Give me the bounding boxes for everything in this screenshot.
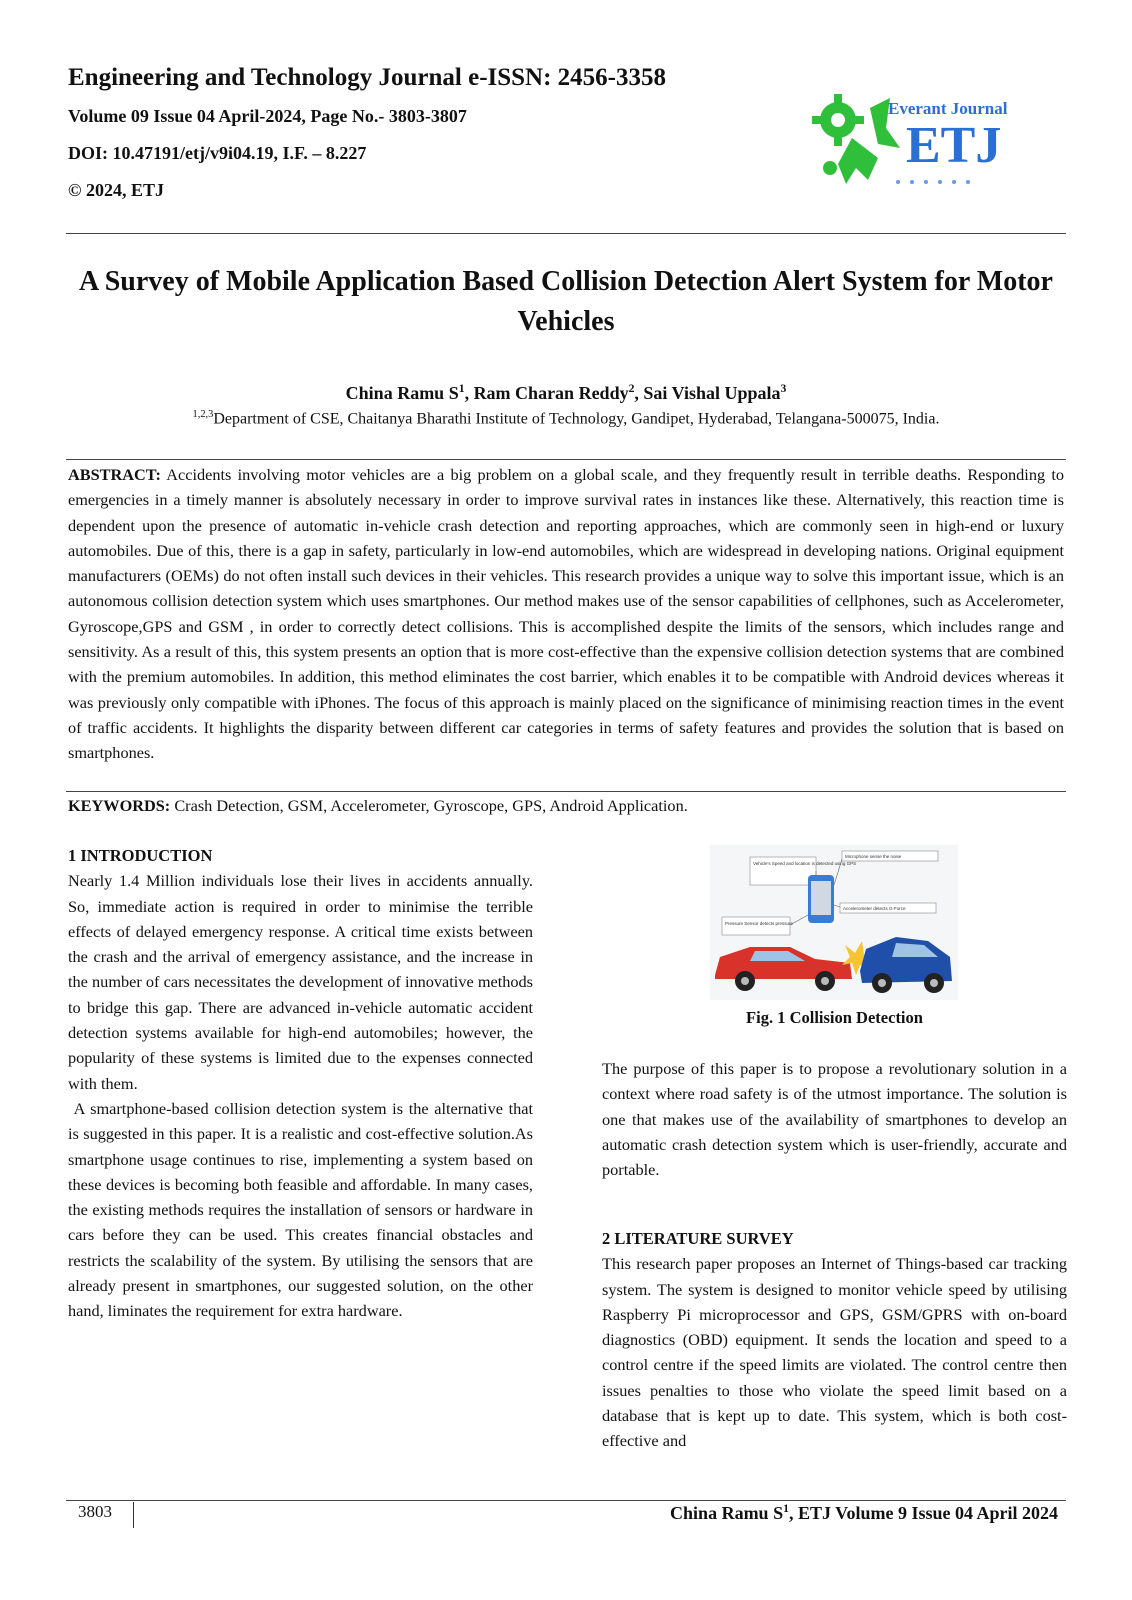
section-heading-literature: 2 LITERATURE SURVEY	[602, 1229, 794, 1248]
abstract-text: Accidents involving motor vehicles are a big problem on a global scale, and they frequently result in terrible deaths. Responding to emergencies in a timely manner is absolutely necessary in order to improve survival rates in instances like these. Alternatively, this reaction time is dependent upon the presence of automatic in-vehicle crash detection and reporting approaches, which are commonly seen in high-end or luxury automobiles. Due of this, there is a gap in safety, particularly in low-end automobiles, which are widespread in developing nations. Original equipment manufacturers (OEMs) do not often install such devices in their vehicles. This research provides a unique way to solve this important issue, which is an autonomous collision detection system which uses smartphones. Our method makes use of the sensor capabilities of cellphones, such as Accelerometer, Gyroscope,GPS and GSM , in order to correctly detect collisions. This is accomplished despite the limits of the sensors, which includes range and sensitivity. As a result of this, this system presents an option that is more cost-effective than the expensive collision detection systems that are combined with the premium automobiles. In addition, this method eliminates the cost barrier, which enables it to be compatible with Android devices whereas it was previously only compatible with iPhones. The focus of this approach is mainly placed on the significance of minimising reaction times in the event of traffic accidents. It highlights the disparity between different car categories in terms of safety features and provides the solution that is based on smartphones.	[68, 465, 1064, 763]
copyright: © 2024, ETJ	[68, 180, 164, 200]
left-column	[68, 843, 538, 1324]
abstract-label: ABSTRACT:	[68, 465, 161, 484]
logo-main-text: ETJ	[906, 117, 1002, 174]
footer-journal: , ETJ Volume 9 Issue 04 April 2024	[788, 1503, 1058, 1523]
paper-title: A Survey of Mobile Application Based Collision Detection Alert System for Motor Vehicles	[79, 266, 1053, 337]
right-column-literature	[602, 1226, 1067, 1454]
abstract	[68, 462, 1064, 766]
affiliation	[66, 409, 1066, 428]
page-number: 3803	[78, 1502, 112, 1521]
footer-separator	[133, 1502, 134, 1528]
keywords-text: Crash Detection, GSM, Accelerometer, Gyroscope, GPS, Android Application.	[174, 796, 688, 815]
journal-header	[68, 64, 768, 217]
section-heading-introduction: 1 INTRODUCTION	[68, 846, 213, 865]
logo-top-text: Everant Journal	[888, 99, 1008, 118]
author-name: Sai Vishal Uppala	[643, 383, 781, 403]
footer-author: China Ramu S	[670, 1503, 784, 1523]
header-divider	[66, 233, 1066, 234]
etj-logo	[808, 88, 1018, 198]
right-column-purpose	[602, 1056, 1067, 1182]
affiliation-text: Department of CSE, Chaitanya Bharathi Institute of Technology, Gandipet, Hyderabad, Telangana-500075, India.	[213, 410, 940, 428]
smartphone-icon	[808, 875, 834, 923]
intro-paragraph-1: Nearly 1.4 Million individuals lose their lives in accidents annually. So, immediate action is required in order to minimise the terrible effects of delayed emergency response. A critical time exists between the crash and the arrival of emergency assistance, and the increase in the number of cars necessitates the development of innovative methods to bridge this gap. There are advanced in-vehicle automatic accident detection systems available for high-end automobiles; however, the popularity of these systems is limited due to the expenses connected with them.	[68, 871, 533, 1093]
purpose-paragraph: The purpose of this paper is to propose a revolutionary solution in a context where road safety is of the utmost importance. The solution is one that makes use of the availability of smartphones to develop an automatic crash detection system which is user-friendly, accurate and portable.	[602, 1059, 1067, 1180]
figure-caption: Fig. 1 Collision Detection	[746, 1008, 923, 1027]
author-sup: 2	[628, 382, 635, 395]
author-sup: 3	[780, 382, 787, 395]
author-name: China Ramu S	[345, 383, 459, 403]
affiliation-sup: 1,2,3	[192, 409, 214, 420]
doi-info: DOI: 10.47191/etj/v9i04.19, I.F. – 8.227	[68, 143, 367, 163]
author-name: Ram Charan Reddy	[473, 383, 629, 403]
author-list: China Ramu $S^1$, Ram Charan Reddy$^2$, Sai Vishal Uppala$^3$	[345, 382, 787, 403]
author-sup: 1	[458, 382, 465, 395]
abstract-top-rule	[66, 459, 1066, 460]
fig-label-pressure: Pressure Sensor detects pressure	[725, 921, 794, 926]
footer-rule	[66, 1500, 1066, 1501]
volume-info: Volume 09 Issue 04 April-2024, Page No.- 3803-3807	[68, 106, 467, 126]
footer-sup: 1	[783, 1502, 789, 1515]
fig-label-accel: Accelerometer detects G-Force	[843, 906, 906, 911]
fig-label-mic: Microphone sense the noise	[845, 854, 902, 859]
keywords-label: KEYWORDS:	[68, 796, 171, 815]
keywords	[68, 793, 1064, 818]
fig-label-speed: Vehicle's Speed and location is detected using GPS	[753, 861, 857, 866]
journal-title: Engineering and Technology Journal e-ISSN: 2456-3358	[68, 64, 667, 91]
figure-collision-detection	[710, 845, 958, 1000]
abstract-bottom-rule	[66, 791, 1066, 792]
running-footer	[670, 1502, 1058, 1524]
intro-paragraph-2: A smartphone-based collision detection system is the alternative that is suggested in this paper. It is a realistic and cost-effective solution.As smartphone usage continues to rise, implementing a system based on these devices is becoming both feasible and affordable. In many cases, the existing methods requires the installation of sensors or hardware in cars before they can be used. This creates financial obstacles and restricts the scalability of the system. By utilising the sensors that are already present in smartphones, our suggested solution, on the other hand, liminates the requirement for extra hardware.	[68, 1098, 538, 1321]
literature-paragraph: This research paper proposes an Internet of Things-based car tracking system. The system is designed to monitor vehicle speed by utilising Raspberry Pi microprocessor and GPS, GSM/GPRS with on-board diagnostics (OBD) equipment. It sends the location and speed to a control centre if the speed limits are violated. The control centre then issues penalties to those who violate the speed limit based on a database that is kept up to date. This system, which is both cost-effective and	[602, 1254, 1067, 1451]
